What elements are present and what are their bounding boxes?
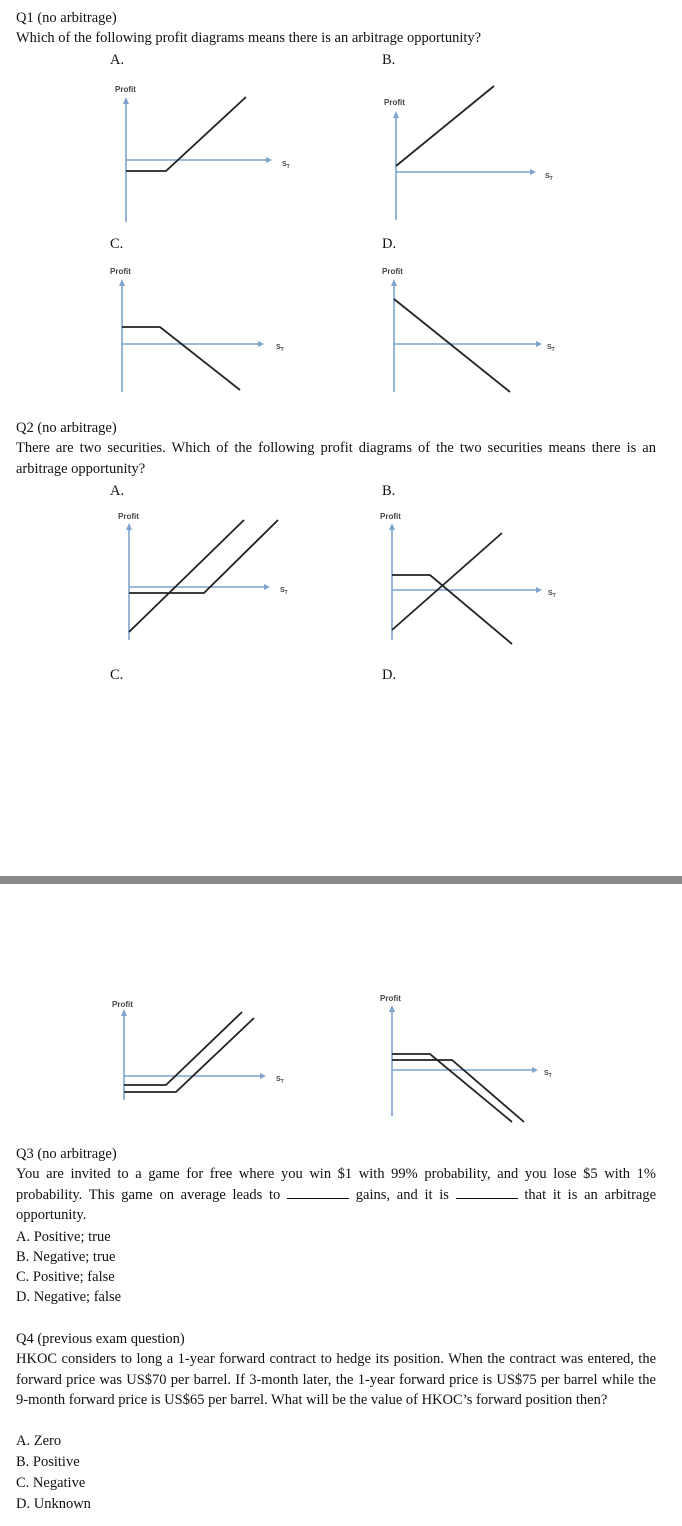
- profit-label: Profit: [380, 994, 401, 1003]
- payoff-line: [396, 86, 494, 166]
- st-label: $S_T$: [282, 161, 290, 170]
- q4-title: Q4 (previous exam question): [16, 1331, 185, 1347]
- y-axis-arrow: [123, 97, 129, 104]
- blank-1: [287, 1186, 349, 1199]
- q2-label-a: A.: [110, 483, 125, 499]
- q2-diagram-a: [100, 508, 300, 648]
- payoff-line: [394, 299, 510, 392]
- y-axis-arrow: [393, 111, 399, 118]
- payoff-line-1: [392, 1054, 512, 1122]
- q4-option-b: B. Positive: [16, 1454, 80, 1470]
- q2-title: Q2 (no arbitrage): [16, 420, 117, 436]
- q1-label-a: A.: [110, 52, 125, 68]
- st-label: $S_T$: [545, 173, 553, 182]
- profit-label: Profit: [384, 98, 405, 107]
- q3-option-d: D. Negative; false: [16, 1289, 122, 1305]
- q3-option-b: B. Negative; true: [16, 1249, 116, 1265]
- x-axis-arrow: [266, 157, 272, 163]
- q1-label-b: B.: [382, 52, 396, 68]
- q4-option-c: C. Negative: [16, 1475, 86, 1491]
- y-axis-arrow: [389, 523, 395, 530]
- q4-question: HKOC considers to long a 1-year forward contract to hedge its position. When the contract was entered, the forward price was US$70 per barrel. If 3-month later, the 1-year forward price is US$75 per barrel while the 9-month forward price is US$65 per barrel. What will be the value of HKOC’s forward position then?: [16, 1351, 656, 1408]
- y-axis-arrow: [121, 1009, 127, 1016]
- x-axis-arrow: [260, 1073, 266, 1079]
- x-axis-arrow: [530, 169, 536, 175]
- profit-label: Profit: [112, 1000, 133, 1009]
- payoff-line-1: [129, 520, 244, 632]
- q1-label-d: D.: [382, 236, 397, 252]
- profit-label: Profit: [115, 85, 136, 94]
- st-label: $S_T$: [547, 344, 555, 353]
- q2-diagram-b: [372, 508, 572, 648]
- q2-diagram-c: [100, 996, 300, 1106]
- q2-diagram-d: [372, 990, 572, 1130]
- profit-label: Profit: [110, 267, 131, 276]
- q1-diagram-d: [372, 262, 572, 402]
- y-axis-arrow: [391, 279, 397, 286]
- y-axis-arrow: [119, 279, 125, 286]
- q1-diagram-b: [372, 80, 572, 230]
- blank-2: [456, 1186, 518, 1199]
- q3-question: You are invited to a game for free where you win $1 with 99% probability, and you lose $5 with 1% probability. This game on average leads to gains, and it is that it is an arbitrage opportunity.: [16, 1166, 657, 1223]
- q2-label-d: D.: [382, 667, 397, 683]
- y-axis-arrow: [126, 523, 132, 530]
- q1-diagram-a: [100, 80, 300, 230]
- st-label: $S_T$: [276, 1076, 284, 1085]
- x-axis-arrow: [536, 587, 542, 593]
- q4-option-d: D. Unknown: [16, 1496, 91, 1512]
- q1-diagram-c: [100, 262, 300, 402]
- q3-option-a: A. Positive; true: [16, 1229, 111, 1245]
- payoff-line-1: [392, 575, 512, 644]
- st-label: $S_T$: [544, 1070, 552, 1079]
- q2-label-c: C.: [110, 667, 124, 683]
- payoff-line-2: [392, 533, 502, 630]
- payoff-line-1: [124, 1012, 242, 1085]
- x-axis-arrow: [258, 341, 264, 347]
- x-axis-arrow: [536, 341, 542, 347]
- profit-label: Profit: [118, 512, 139, 521]
- profit-label: Profit: [380, 512, 401, 521]
- q2-question: There are two securities. Which of the following profit diagrams of the two securities means there is an arbitrage opportunity?: [16, 440, 656, 477]
- y-axis-arrow: [389, 1005, 395, 1012]
- st-label: $S_T$: [276, 344, 284, 353]
- payoff-line: [122, 327, 240, 390]
- q4-option-a: A. Zero: [16, 1433, 62, 1449]
- x-axis-arrow: [264, 584, 270, 590]
- st-label: $S_T$: [280, 587, 288, 596]
- x-axis-arrow: [532, 1067, 538, 1073]
- profit-label: Profit: [382, 267, 403, 276]
- st-label: $S_T$: [548, 590, 556, 599]
- q3-title: Q3 (no arbitrage): [16, 1146, 117, 1162]
- q2-label-b: B.: [382, 483, 396, 499]
- payoff-line-2: [124, 1018, 254, 1092]
- q1-title: Q1 (no arbitrage): [16, 10, 117, 26]
- payoff-line-2: [129, 520, 278, 593]
- q3-option-c: C. Positive; false: [16, 1269, 115, 1285]
- page-divider: [0, 876, 682, 884]
- q1-question: Which of the following profit diagrams means there is an arbitrage opportunity?: [16, 30, 482, 46]
- q1-label-c: C.: [110, 236, 124, 252]
